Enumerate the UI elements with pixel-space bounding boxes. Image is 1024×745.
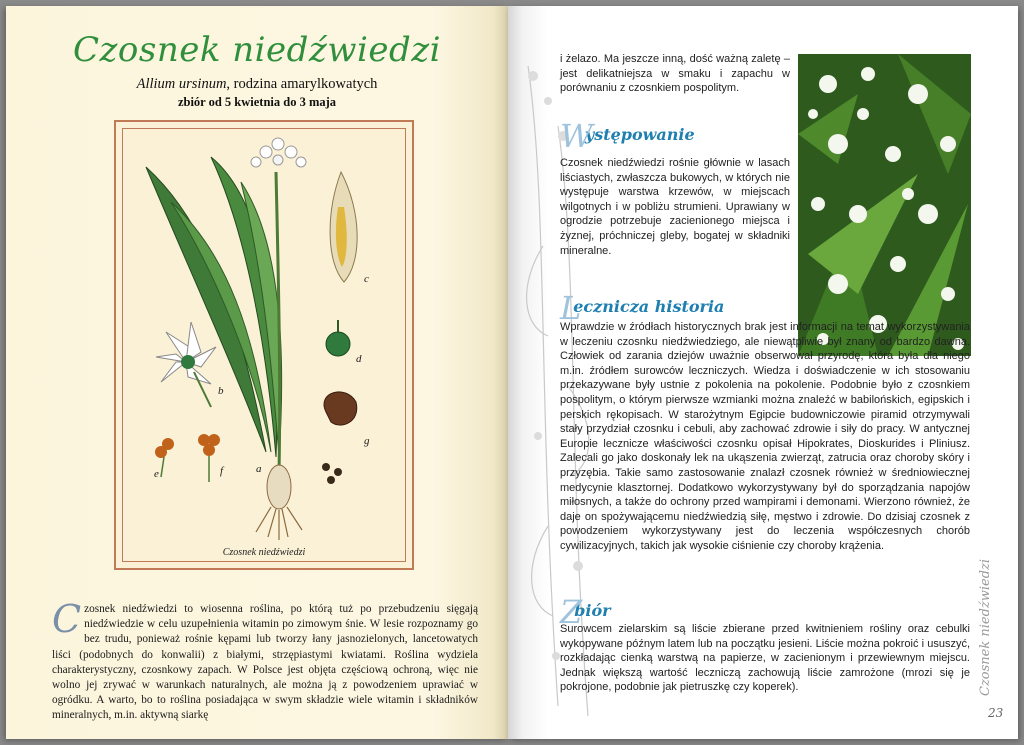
section-text-zbior: Surowcem zielarskim są liście zbierane przed kwitnieniem rośliny oraz cebulki wykopywane późnym latem lub na początku jesieni. Liście można pokroić i ususzyć, rozkładając cienką warstwą na papierze, w zacienionym i przewiewnym miejscu. Jednak większą wartość leczniczą zachowują liście zamrożone (mrozi się je pokrojone, podobnie jak pietruszkę czy koperek). <box>560 623 970 694</box>
heading-text: ecznicza historia <box>573 297 725 316</box>
flower-detail <box>156 322 216 407</box>
intro-text: zosnek niedźwiedzi to wiosenna roślina, po którą tuż po przebudzeniu sięgają niedźwiedzie w celu uzupełnienia witamin po zimowym śnie. W lesie rozpoznamy go bez trudu, ponieważ rośnie kępami lub tworzy łany jasnozielonych, lancetowatych liści (podobnych do konwalii) z białymi, strzępiastymi kwiatami. Roślina wydziela charakterystyczny, czosnkowy zapach. W Polsce jest objęta częściową ochroną, więc nie wolno jej zrywać w warunkach naturalnych, ale można ją z powodzeniem uprawiać w ogródku. A warto, bo to roślina posiadająca w swym składzie wiele witamin i składników mineralnych, m.in. aktywną siarkę <box>52 603 478 722</box>
section-text-wystepowanie: Czosnek niedźwiedzi rośnie głównie w lasach liściastych, zwłaszcza bukowych, w których nie występuje warstwa krzewów, w miejscach wilgotnych i w pobliżu strumieni. Uprawiany w ogrodzie potrzebuje zacienionego miejsca i żyznej, próchniczej gleby, bogatej w składniki mineralne. <box>560 157 790 257</box>
intro-paragraph <box>52 597 478 724</box>
flower-umbel <box>251 138 306 167</box>
page-number: 23 <box>988 706 1004 720</box>
family-name: , rodzina amarylkowatych <box>226 76 378 92</box>
plate-label-a: a <box>256 463 262 475</box>
botanical-plate <box>114 120 414 570</box>
page-title: Czosnek niedźwiedzi <box>73 30 441 70</box>
left-page <box>6 6 508 739</box>
plate-label-c: c <box>364 273 369 285</box>
heading-initial: W <box>560 117 593 155</box>
plate-caption: Czosnek niedźwiedzi <box>222 547 306 558</box>
heading-text: biór <box>574 601 611 620</box>
heading-initial: L <box>560 289 582 327</box>
heading-text: ystępowanie <box>584 125 695 144</box>
section-heading-wystepowanie <box>560 110 695 155</box>
running-side-title: Czosnek niedźwiedzi <box>978 558 993 696</box>
plate-label-g: g <box>364 435 370 447</box>
plant-illustration <box>116 122 412 568</box>
section-text-lecznicza-historia: Wprawdzie w źródłach historycznych brak jest informacji na temat wykorzystywania w leczeniu czosnku niedźwiedziego, ale niewątpliwie był znany od bardzo dawna. Człowiek od zarania dziejów uważnie obserwował przyrodę, która była dla niego m.in. źródłem surowców leczniczych. Wiedza i doświadczenie w ich stosowaniu przekazywane były ustnie z pokolenia na pokolenie. Podobnie było z czosnkiem pospolitym, o którym pierwsze wzmianki można znaleźć w babilońskich, egipskich i perskich rękopisach. W starożytnym Egipcie budowniczowie piramid otrzymywali stały przydział czosnku i cebuli, aby zachować zdrowie i siły do pracy. W antycznej Europie lecznicze właściwości czosnku opisał Hipokrates, Dioskurides i Pliniusz. Zalecali go jako doskonały lek na ukąszenia zwierząt, zatrucia oraz choroby skóry i przyzębia. Takie samo zastosowanie znalazł czosnek również w średniowiecznej medycynie klasztornej. Dodatkowo wykorzystywany był do sporządzania napojów miłosnych, a także do ochrony przed wampirami i demonami. Wierzono również, że daje on spożywającemu niedźwiedzią siłę, męstwo i zdrowie. Do dzisiaj czosnek z powodzeniem wykorzystywany jest do leczenia współczesnych chorób cywilizacyjnych, takich jak wysokie ciśnienie czy choroby krążenia. <box>560 321 970 552</box>
plate-label-e: e <box>154 468 159 480</box>
heading-initial: Z <box>560 593 583 631</box>
section-heading-zbior <box>560 586 611 631</box>
right-page <box>508 6 1018 739</box>
plate-label-b: b <box>218 385 224 397</box>
plate-label-d: d <box>356 353 362 365</box>
latin-subtitle <box>6 76 508 93</box>
wild-garlic-photo <box>798 54 971 356</box>
latin-name: Allium ursinum <box>136 76 227 92</box>
harvest-period: zbiór od 5 kwietnia do 3 maja <box>177 95 337 109</box>
section-heading-lecznicza-historia <box>560 282 725 327</box>
plate-label-f: f <box>220 465 224 477</box>
drop-cap: C <box>52 597 82 641</box>
continuation-text: i żelazo. Ma jeszcze inną, dość ważną zaletę – jest delikatniejsza w smaku i zapachu w porównaniu z czosnkiem pospolitym. <box>560 53 790 95</box>
